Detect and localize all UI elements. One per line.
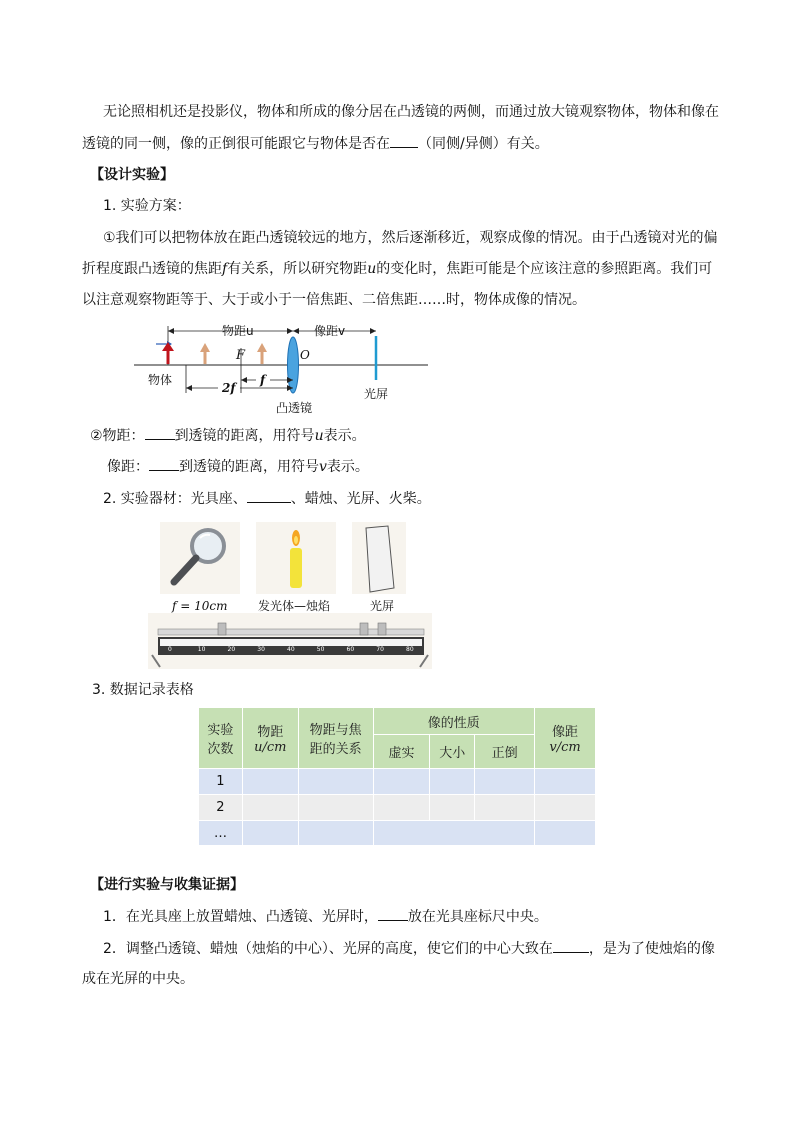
bench-tick-label: 80	[406, 646, 414, 653]
plan-line-1: ①我们可以把物体放在距凸透镜较远的地方，然后逐渐移近，观察成像的情况。由于凸透镜对光的偏	[103, 230, 718, 246]
data-record-table	[198, 707, 596, 846]
candle-caption: 发光体—烛焰	[258, 599, 331, 613]
step-2-line-2: 成在光屏的中央。	[82, 971, 194, 987]
table-cell[interactable]	[535, 795, 596, 821]
table-cell[interactable]	[373, 821, 535, 846]
optical-center-label: O	[300, 348, 310, 362]
step-2	[103, 938, 715, 959]
design-experiment-heading: 【设计实验】	[90, 167, 174, 183]
plan-line-3: 以注意观察物距等于、大于或小于一倍焦距、二倍焦距……时，物体成像的情况。	[82, 292, 586, 308]
image-distance-label: 像距v	[314, 324, 346, 338]
convex-lens	[288, 337, 299, 393]
row-number: 2	[199, 795, 243, 821]
definition-text: ②物距：	[90, 428, 145, 444]
header-real-virtual: 虚实	[373, 735, 430, 769]
step-1	[103, 906, 548, 927]
header-relation	[298, 708, 373, 769]
image-distance-arrow-left	[293, 328, 299, 334]
two-f-label: 2f	[222, 381, 236, 395]
table-cell[interactable]	[298, 821, 373, 846]
plan-text-a: 折程度跟凸透镜的焦距	[82, 261, 222, 277]
header-orientation: 正倒	[475, 735, 535, 769]
focal-point-label: F	[236, 348, 246, 363]
table-cell[interactable]	[242, 795, 298, 821]
table-cell[interactable]	[298, 769, 373, 795]
step-1-text: 1．在光具座上放置蜡烛、凸透镜、光屏时，	[103, 909, 378, 925]
header-image-distance	[535, 708, 596, 769]
header-u-line-1: 物距	[257, 725, 284, 740]
answer-blank[interactable]	[390, 133, 418, 148]
table-cell[interactable]	[373, 769, 430, 795]
table-section-title: 3. 数据记录表格	[92, 682, 194, 698]
answer-blank[interactable]	[145, 425, 175, 440]
bench-tick-label: 60	[346, 646, 355, 653]
object-arrow-head	[162, 342, 174, 351]
object-distance-arrow-right	[287, 328, 293, 334]
definition-symbol: v	[319, 459, 327, 475]
step-1-text-end: 放在光具座标尺中央。	[407, 909, 548, 925]
screen-caption: 光屏	[370, 599, 395, 613]
header-trial-line-1: 实验	[207, 723, 234, 738]
bench-tick-label: 40	[287, 646, 295, 653]
table-cell[interactable]	[298, 795, 373, 821]
object-distance-arrow-left	[168, 328, 174, 334]
header-relation-line-2: 距的关系	[309, 742, 362, 757]
table-cell[interactable]	[373, 795, 430, 821]
equipment-line	[103, 488, 431, 509]
two-f-arrow-left	[186, 385, 192, 391]
intro-line-2-text-end: （同侧/异侧）有关。	[418, 136, 549, 152]
plan-title: 1. 实验方案：	[103, 198, 191, 214]
optics-diagram	[130, 318, 440, 418]
image-distance-arrow-right	[370, 328, 376, 334]
table-cell[interactable]	[475, 769, 535, 795]
header-image-nature: 像的性质	[373, 708, 535, 735]
bench-tick-label: 0	[168, 646, 172, 653]
table-cell[interactable]	[242, 769, 298, 795]
equipment-text-end: 、蜡烛、光屏、火柴。	[290, 491, 431, 507]
table-cell[interactable]	[535, 821, 596, 846]
plan-text-c: 的变化时，焦距可能是个应该注意的参照距离。我们可	[376, 261, 713, 277]
plan-line-2	[82, 259, 712, 279]
bench-tick-label: 20	[227, 646, 236, 653]
object-distance-definition	[90, 425, 366, 446]
object-distance-label: 物距u	[222, 324, 254, 338]
header-v-line-1: 像距	[552, 725, 579, 740]
intro-line-1: 无论照相机还是投影仪，物体和所成的像分居在凸透镜的两侧，而通过放大镜观察物体，物体和像在	[103, 104, 719, 120]
step-2-text-end: ，是为了使烛焰的像	[588, 941, 715, 957]
definition-text: 到透镜的距离，用符号	[174, 428, 315, 444]
header-object-distance	[242, 708, 298, 769]
magnifier-icon	[160, 522, 240, 594]
row-number: …	[199, 821, 243, 846]
header-trial	[199, 708, 243, 769]
header-v-line-2: v/cm	[549, 740, 581, 755]
equipment-text: 2. 实验器材：光具座、	[103, 491, 247, 507]
answer-blank[interactable]	[149, 456, 179, 471]
candle-photo	[256, 522, 336, 594]
object-position-3-head	[257, 343, 267, 352]
optical-bench-photo	[148, 613, 432, 669]
candle-icon	[256, 522, 336, 594]
definition-text: 表示。	[326, 459, 369, 475]
table-cell[interactable]	[430, 795, 475, 821]
definition-symbol: u	[314, 428, 324, 444]
magnifier-photo	[160, 522, 240, 594]
header-size: 大小	[430, 735, 475, 769]
intro-line-2-text: 透镜的同一侧，像的正倒很可能跟它与物体是否在	[82, 136, 390, 152]
definition-text: 表示。	[323, 428, 366, 444]
intro-line-2	[82, 133, 549, 154]
bench-tick-label: 70	[376, 646, 384, 653]
table-cell[interactable]	[242, 821, 298, 846]
answer-blank[interactable]	[378, 906, 408, 921]
plan-text-b: 有关系，所以研究物距	[227, 261, 368, 277]
definition-text: 到透镜的距离，用符号	[179, 459, 319, 475]
screen-label: 光屏	[364, 387, 389, 401]
row-number: 1	[199, 769, 243, 795]
object-position-2-head	[200, 343, 210, 352]
bench-tick-label: 10	[197, 646, 206, 653]
image-distance-definition	[107, 456, 369, 477]
optical-bench-icon	[148, 613, 432, 669]
f-arrow-left	[241, 377, 247, 383]
bench-tick-label: 30	[257, 646, 265, 653]
table-row	[199, 821, 596, 846]
lens-focal-caption: f = 10cm	[172, 599, 228, 613]
table-row	[199, 769, 596, 795]
lens-label: 凸透镜	[276, 401, 313, 415]
answer-blank[interactable]	[247, 488, 291, 503]
table-row	[199, 795, 596, 821]
answer-blank[interactable]	[553, 938, 589, 953]
header-u-line-2: u/cm	[254, 740, 287, 755]
table-cell[interactable]	[535, 769, 596, 795]
header-relation-line-1: 物距与焦	[309, 723, 362, 738]
definition-text: 像距：	[107, 459, 149, 475]
screen-icon	[352, 522, 406, 594]
header-trial-line-2: 次数	[207, 742, 234, 757]
object-distance-symbol: u	[367, 261, 377, 277]
object-label: 物体	[148, 373, 173, 387]
table-cell[interactable]	[430, 769, 475, 795]
bench-tick-label: 50	[316, 646, 325, 653]
table-cell[interactable]	[475, 795, 535, 821]
f-label: f	[260, 373, 266, 387]
collect-evidence-heading: 【进行实验与收集证据】	[90, 877, 244, 893]
step-2-text: 2．调整凸透镜、蜡烛（烛焰的中心）、光屏的高度，使它们的中心大致在	[103, 941, 553, 957]
focal-symbol: f	[222, 261, 228, 277]
screen-photo	[352, 522, 406, 594]
